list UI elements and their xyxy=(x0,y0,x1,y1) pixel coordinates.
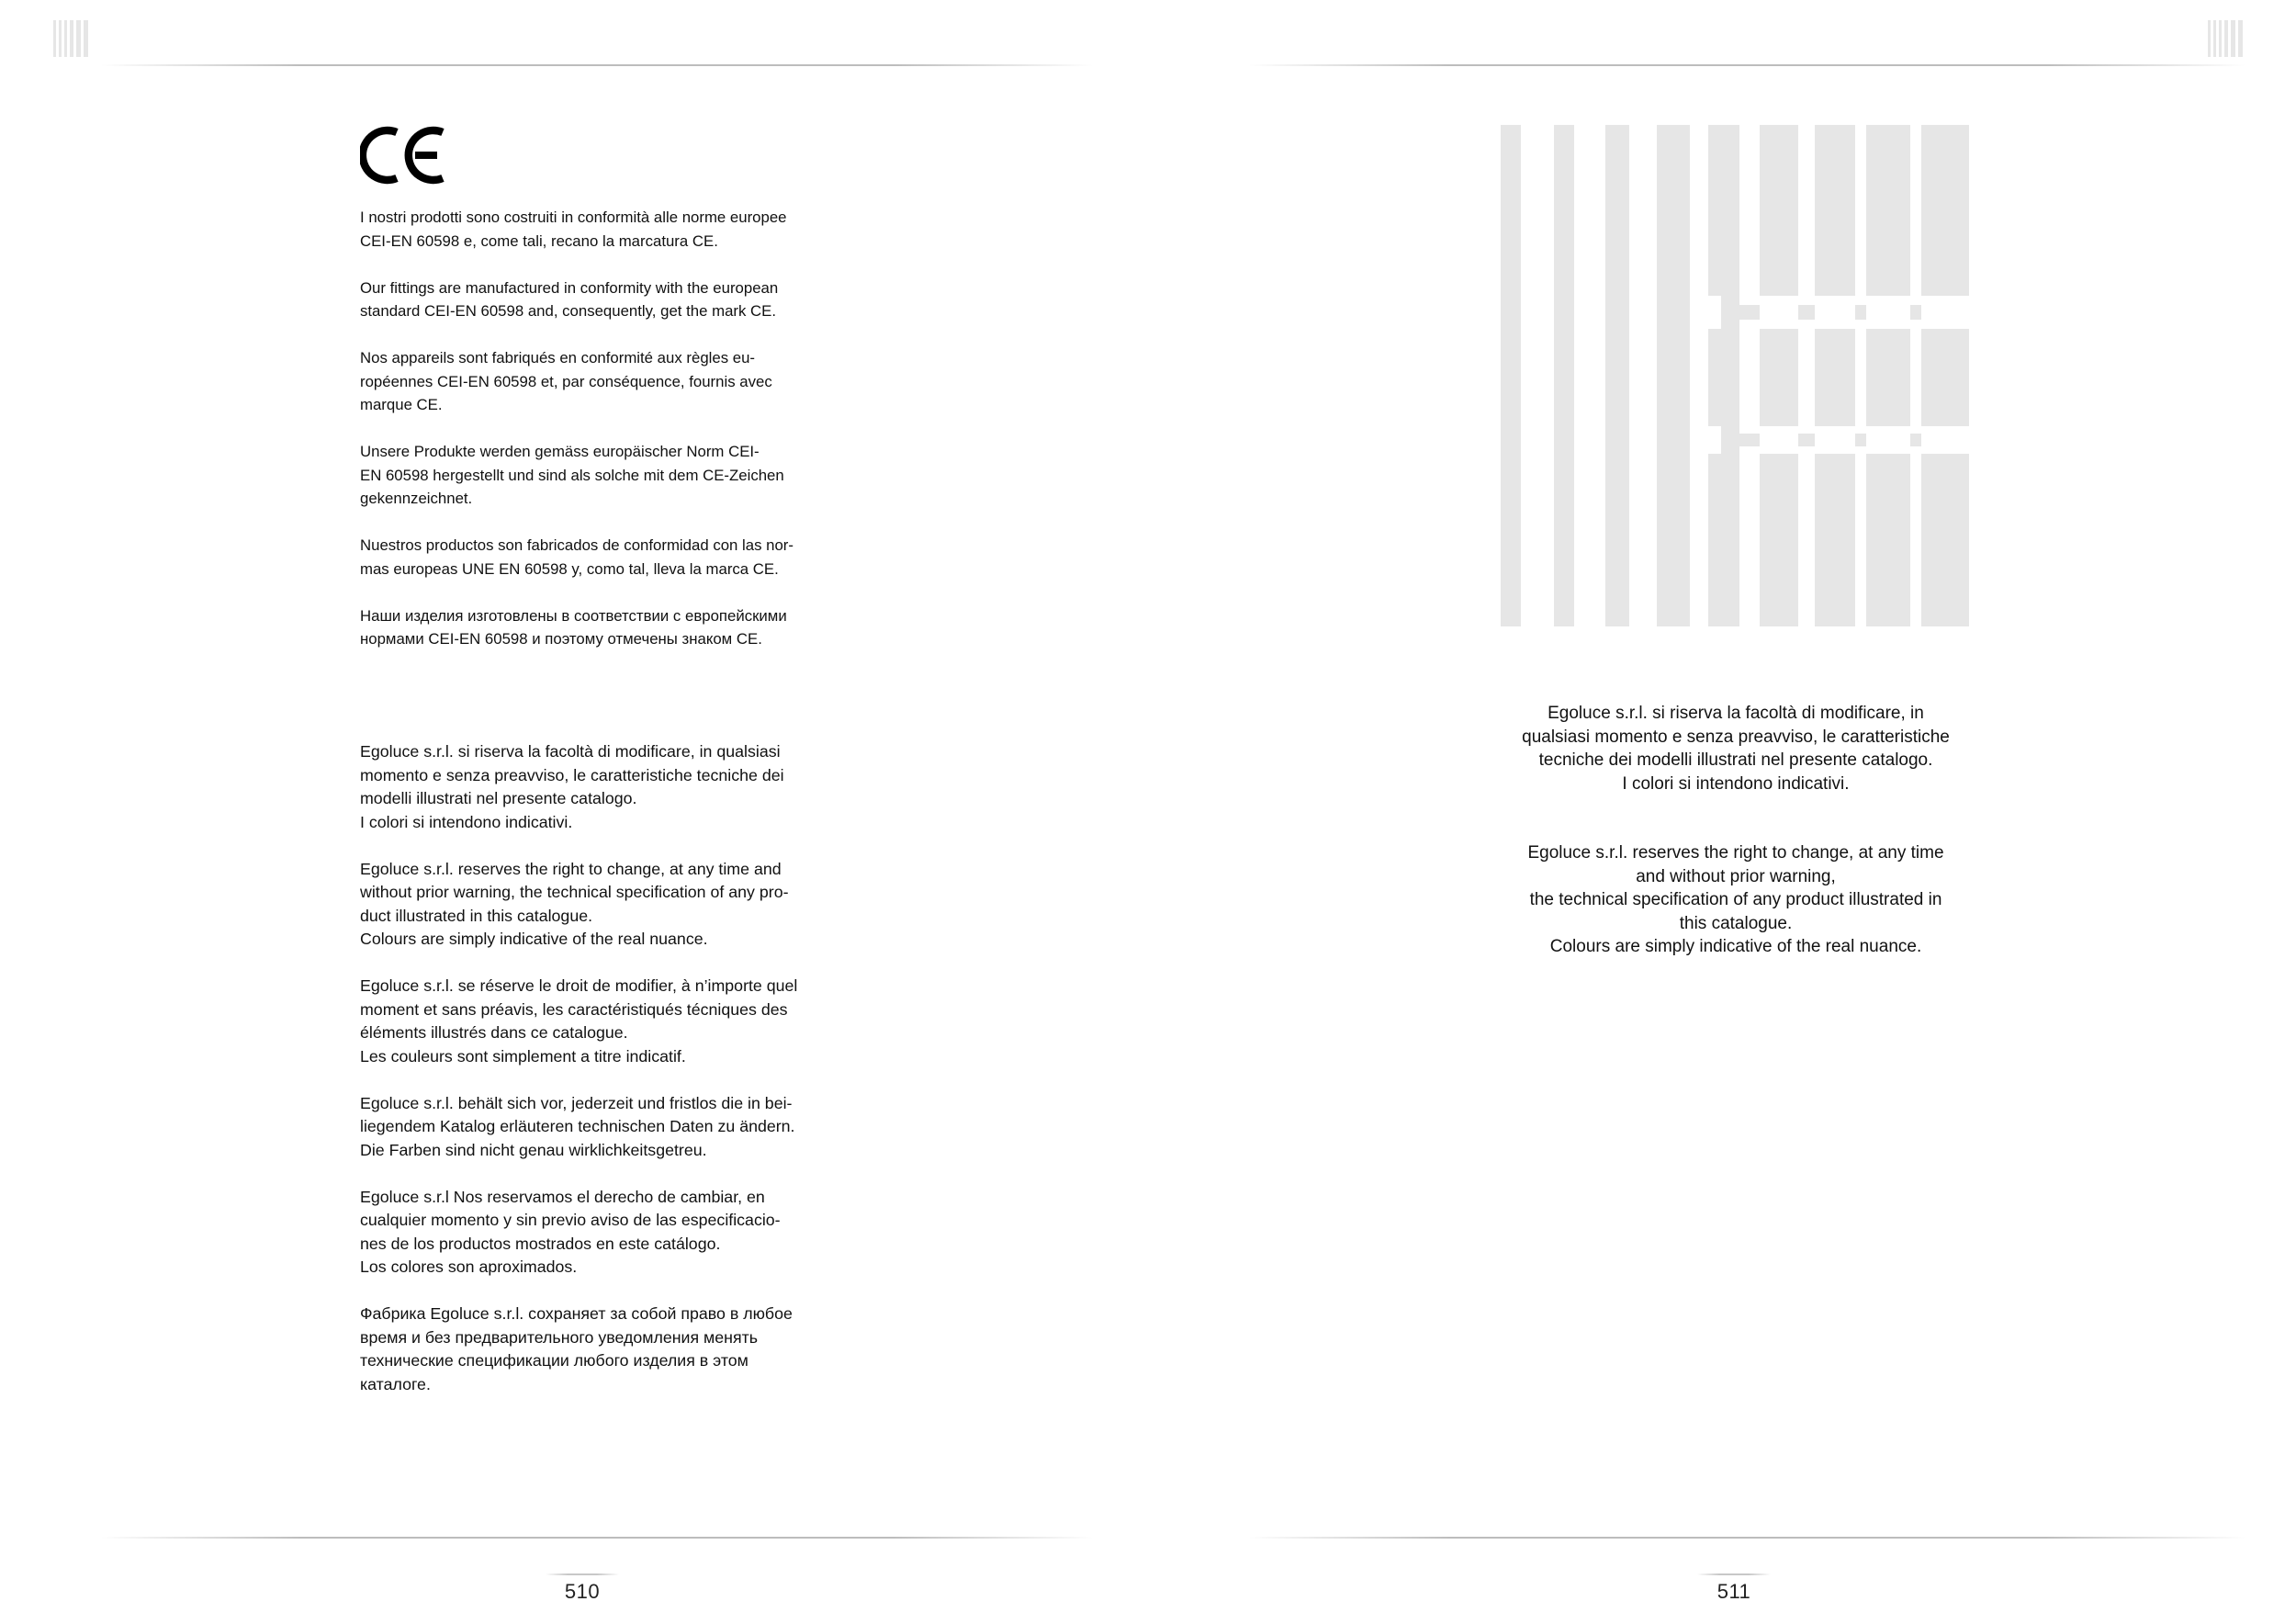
ce-paragraph-french: Nos appareils sont fabriqués en conformité aux règles eu- ropéennes CEI-EN 60598 et, par conséquence, fournis avec marque CE. xyxy=(360,349,772,413)
disclaimer-paragraph-spanish: Egoluce s.r.l Nos reservamos el derecho de cambiar, en cualquier momento y sin previo aviso de las especificacio- nes de los productos mostrados en este catálogo. Los colores son aproximados. xyxy=(360,1187,781,1276)
ce-paragraph-russian: Наши изделия изготовлены в соответствии с европейскими нормами CEI-EN 60598 и поэтому отмечены знаком CE. xyxy=(360,606,787,648)
page-number-right: 511 xyxy=(1716,1580,1751,1603)
page-number-rule-right xyxy=(1697,1573,1771,1575)
corner-stripe-mark-right xyxy=(2208,20,2243,57)
ce-mark-logo xyxy=(360,125,448,186)
notice-english-text: Egoluce s.r.l. reserves the right to change, at any time and without prior warning, the technical specification of any product illustrated in this catalogue. Colours are simply indicative of the real nuance. xyxy=(1527,843,1944,956)
ce-conformity-text xyxy=(360,206,828,651)
top-rule-right xyxy=(1249,64,2245,66)
bottom-rule-left xyxy=(101,1537,1093,1539)
disclaimer-paragraph-french: Egoluce s.r.l. se réserve le droit de modifier, à n’importe quel moment et sans préavis, les caractéristiqués técniques des éléments illustrés dans ce catalogue. Les couleurs sont simplement a titre indicatif. xyxy=(360,976,798,1066)
ce-paragraph-german: Unsere Produkte werden gemäss europäischer Norm CEI- EN 60598 hergestellt und sind als solche mit dem CE-Zeichen gekennzeichnet. xyxy=(360,443,784,507)
disclaimer-text xyxy=(360,740,828,1396)
ce-paragraph-italian: I nostri prodotti sono costruiti in conformità alle norme europee CEI-EN 60598 e, come tali, recano la marcatura CE. xyxy=(360,209,787,250)
disclaimer-paragraph-english: Egoluce s.r.l. reserves the right to change, at any time and without prior warning, the technical specification of any pro- duct illustrated in this catalogue. Colours are simply indicative of the real nuance. xyxy=(360,859,789,948)
bottom-rule-right xyxy=(1249,1537,2245,1539)
disclaimer-paragraph-russian: Фабрика Egoluce s.r.l. сохраняет за собой право в любое время и без предварительного уведомления менять технические спецификации любого изделия в этом каталоге. xyxy=(360,1304,793,1393)
disclaimer-paragraph-italian: Egoluce s.r.l. si riserva la facoltà di modificare, in qualsiasi momento e senza preavviso, le caratteristiche tecniche dei modelli illustrati nel presente catalogo. I colori si intendono indicativi. xyxy=(360,742,784,831)
corner-stripe-mark-left xyxy=(53,20,88,57)
notice-italian xyxy=(1497,702,1975,795)
page-number-left: 510 xyxy=(564,1580,601,1603)
notice-italian-text: Egoluce s.r.l. si riserva la facoltà di modificare, in qualsiasi momento e senza preavviso, le caratteristiche tecniche dei modelli illustrati nel presente catalogo. I colori si intendono indicativi. xyxy=(1522,704,1950,794)
decorative-stripe-graphic xyxy=(1501,125,1969,626)
ce-paragraph-spanish: Nuestros productos son fabricados de conformidad con las nor- mas europeas UNE EN 60598 y, como tal, lleva la marca CE. xyxy=(360,536,793,578)
top-rule-left xyxy=(101,64,1093,66)
page-number-rule-left xyxy=(546,1573,619,1575)
ce-paragraph-english: Our fittings are manufactured in conformity with the european standard CEI-EN 60598 and, consequently, get the mark CE. xyxy=(360,278,779,320)
notice-english xyxy=(1497,841,1975,959)
disclaimer-paragraph-german: Egoluce s.r.l. behält sich vor, jederzeit und fristlos die in bei- liegendem Katalog erläuteren technischen Daten zu ändern. Die Farben sind nicht genau wirklichkeitsgetreu. xyxy=(360,1093,795,1159)
